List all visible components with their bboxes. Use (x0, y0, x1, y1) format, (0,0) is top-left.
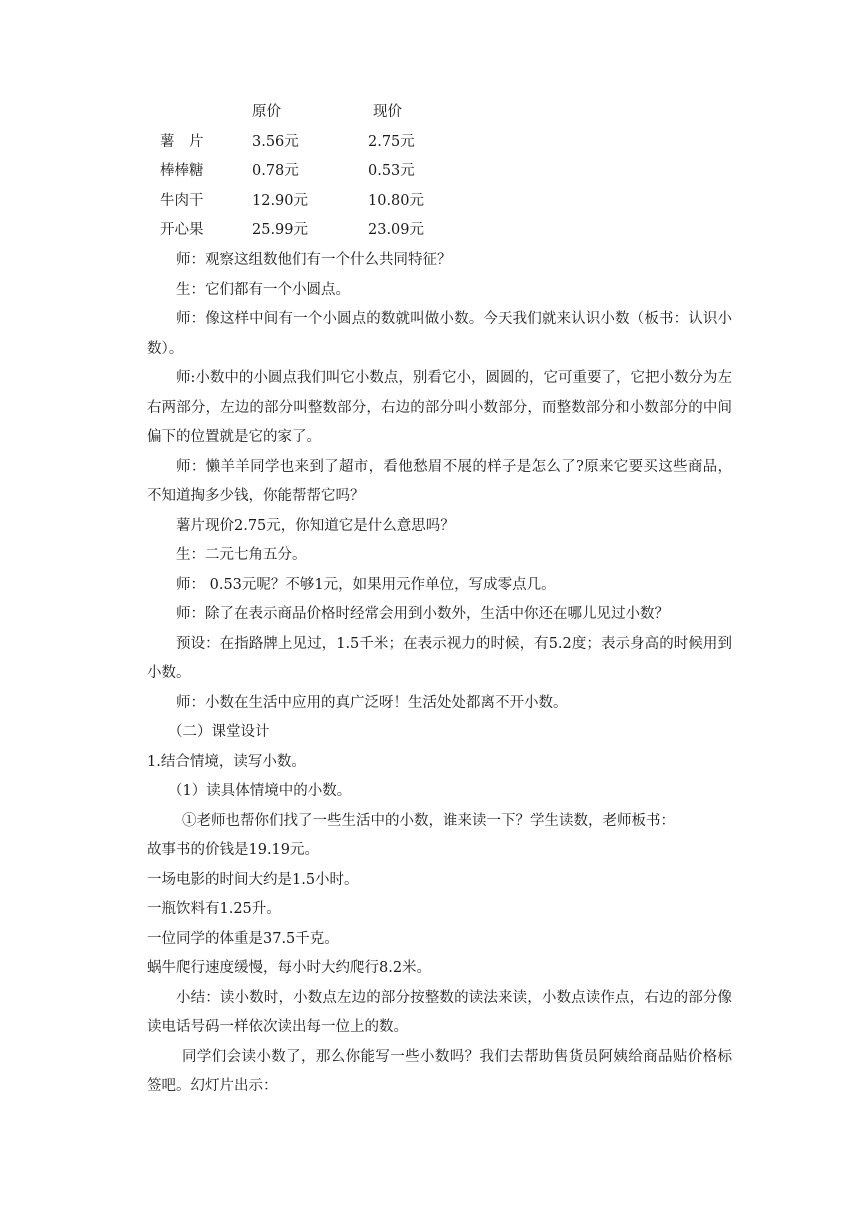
current-price: 23.09元 (368, 222, 425, 238)
paragraph: 师：除了在表示商品价格时经常会用到小数外，生活中你还在哪儿见过小数？ (176, 606, 669, 622)
original-price: 3.56元 (252, 133, 299, 150)
item-name: 棒棒糖 (160, 163, 204, 179)
summary-paragraph: 小结：读小数时，小数点左边的部分按整数的读法来读，小数点读作点，右边的部分像读电话号码一样依次读出每一位上的数。 (147, 989, 732, 1035)
current-price: 10.80元 (368, 192, 425, 209)
example-line: 一位同学的体重是37.5千克。 (147, 930, 339, 947)
section-heading: （二）课堂设计 (168, 724, 270, 740)
paragraph: 薯片现价2.75元，你知道它是什么意思吗？ (176, 517, 455, 534)
subsection-heading: 1.结合情境，读写小数。 (147, 753, 306, 770)
paragraph: 师： 0.53元呢？不够1元，如果用元作单位，写成零点几。 (176, 576, 556, 593)
header-current-price: 现价 (373, 104, 402, 120)
paragraph: ①老师也帮你们找了一些生活中的小数，谁来读一下？学生读数，老师板书： (182, 812, 675, 829)
paragraph: 生：它们都有一个小圆点。 (176, 281, 350, 298)
paragraph: 师：小数在生活中应用的真广泛呀！生活处处都离不开小数。 (176, 694, 568, 711)
item-name: 牛肉干 (160, 192, 204, 209)
original-price: 0.78元 (252, 163, 299, 179)
original-price: 12.90元 (252, 192, 309, 209)
header-original-price: 原价 (252, 104, 281, 120)
paragraph: 师：懒羊羊同学也来到了超市，看他愁眉不展的样子是怎么了?原来它要买这些商品，不知道掏多少钱，你能帮帮它吗？ (147, 458, 732, 504)
subsection-heading: （1）读具体情境中的小数。 (168, 783, 352, 799)
example-line: 一瓶饮料有1.25升。 (147, 901, 281, 917)
paragraph: 生：二元七角五分。 (176, 547, 307, 563)
current-price: 2.75元 (368, 133, 415, 150)
paragraph: 师：观察这组数他们有一个什么共同特征？ (176, 252, 452, 268)
paragraph: 师:小数中的小圆点我们叫它小数点，别看它小，圆圆的，它可重要了，它把小数分为左右两部分，左边的部分叫整数部分，右边的部分叫小数部分，而整数部分和小数部分的中间偏下的位置就是它的家了。 (147, 370, 732, 445)
item-name: 开心果 (160, 222, 204, 238)
example-line: 蜗牛爬行速度缓慢，每小时大约爬行8.2米。 (147, 960, 432, 976)
paragraph: 预设：在指路牌上见过，1.5千米；在表示视力的时候，有5.2度；表示身高的时候用到小数。 (147, 635, 732, 681)
original-price: 25.99元 (252, 222, 309, 238)
example-line: 一场电影的时间大约是1.5小时。 (147, 871, 359, 888)
item-name: 薯 片 (160, 133, 204, 150)
example-line: 故事书的价钱是19.19元。 (147, 842, 320, 858)
paragraph: 师：像这样中间有一个小圆点的数就叫做小数。今天我们就来认识小数（板书：认识小数）。 (147, 311, 732, 357)
current-price: 0.53元 (368, 163, 415, 179)
lesson-text (147, 246, 732, 1102)
paragraph: 同学们会读小数了，那么你能写一些小数吗？我们去帮助售货员阿姨给商品贴价格标签吧。幻灯片出示： (147, 1048, 732, 1094)
